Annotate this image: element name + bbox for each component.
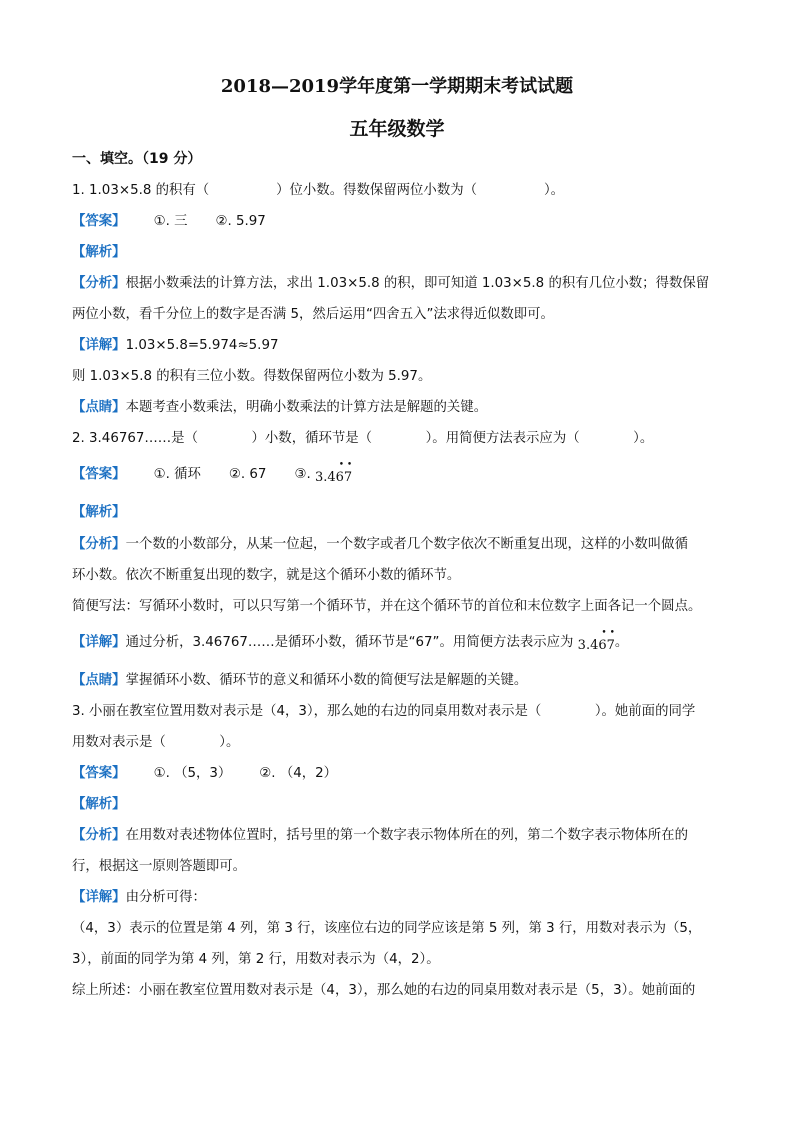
exam-title: 2018—2019学年度第一学期期末考试试题	[220, 76, 574, 97]
q1-analysis-label: 【解析】	[72, 245, 126, 260]
q1-answer-line	[72, 213, 732, 231]
q2-fenxi-line1	[72, 536, 732, 554]
repeat-value: 3.467	[314, 470, 353, 485]
q2-dianjing-text: 掌握循环小数、循环节的意义和循环小数的简便写法是解题的关键。	[125, 673, 528, 688]
q2-answer-3: ③.	[294, 467, 311, 482]
q3-answer-1: ①. （5，3）	[153, 766, 232, 781]
q2-repeating-decimal	[314, 460, 353, 487]
q2-fenxi-text1: 一个数的小数部分，从某一位起，一个数字或者几个数字依次不断重复出现，这样的小数叫做循	[125, 537, 688, 552]
detail-label: 【详解】	[72, 338, 126, 353]
q2-detail-text: 通过分析，3.46767……是循环小数，循环节是“67”。用简便方法表示应为	[125, 635, 574, 650]
q2-answer-1: ①. 循环	[153, 467, 201, 482]
q1-dianjing-text: 本题考查小数乘法，明确小数乘法的计算方法是解题的关键。	[125, 400, 488, 415]
q3-body-line1: （4，3）表示的位置是第 4 列，第 3 行，该座位右边的同学应该是第 5 列，第 3 行，用数对表示为（5，	[72, 921, 702, 936]
q2-detail-repeating-decimal	[577, 628, 615, 655]
q2-fenxi-text2: 环小数。依次不断重复出现的数字，就是这个循环小数的循环节。	[72, 568, 461, 583]
detail-label: 【详解】	[72, 635, 126, 650]
q2-analysis-label: 【解析】	[72, 505, 126, 520]
exam-subtitle: 五年级数学	[349, 118, 445, 140]
answer-label: 【答案】	[72, 214, 126, 229]
q3-fenxi-line1	[72, 827, 732, 845]
q3-body-line3: 综上所述：小丽在教室位置用数对表示是（4，3），那么她的右边的同桌用数对表示是（5，3）。她前面的	[72, 983, 696, 998]
q2-detail-line	[72, 628, 732, 655]
q1-answer-1: ①. 三	[153, 214, 188, 229]
q1-fenxi-text2: 两位小数，看千分位上的数字是否满 5，然后运用“四舍五入”法求得近似数即可。	[72, 307, 554, 322]
q1-question: 1. 1.03×5.8 的积有（ ）位小数。得数保留两位小数为（ ）。	[72, 183, 565, 198]
answer-label: 【答案】	[72, 467, 126, 482]
q2-answer-2: ②. 67	[228, 467, 267, 482]
q2-detail-end: 。	[614, 635, 629, 650]
q3-detail-text: 由分析可得：	[125, 890, 206, 905]
q3-fenxi-text2: 行，根据这一原则答题即可。	[72, 859, 247, 874]
q1-answer-2: ②. 5.97	[215, 214, 266, 229]
q3-fenxi-text1: 在用数对表述物体位置时，括号里的第一个数字表示物体所在的列，第二个数字表示物体所在的	[125, 828, 688, 843]
q3-analysis-label: 【解析】	[72, 797, 126, 812]
q3-question-line2: 用数对表示是（ ）。	[72, 735, 240, 750]
q1-dianjing-line	[72, 399, 732, 417]
q3-answer-2: ②. （4，2）	[259, 766, 338, 781]
dianjing-label: 【点睛】	[72, 400, 126, 415]
dianjing-label: 【点睛】	[72, 673, 126, 688]
repeat-dots: • •	[601, 628, 615, 638]
q2-answer-line	[72, 460, 732, 487]
q2-question: 2. 3.46767……是（ ）小数，循环节是（ ）。用简便方法表示应为（ ）。	[72, 431, 654, 446]
q1-detail-line1	[72, 337, 732, 355]
repeat-dots: • •	[338, 460, 353, 470]
q1-detail-text1: 1.03×5.8=5.974≈5.97	[125, 338, 279, 353]
detail-label: 【详解】	[72, 890, 126, 905]
q3-question-line1: 3. 小丽在教室位置用数对表示是（4，3），那么她的右边的同桌用数对表示是（ ）。她前面的同学	[72, 704, 696, 719]
q1-detail-text2: 则 1.03×5.8 的积有三位小数。得数保留两位小数为 5.97。	[72, 369, 432, 384]
fenxi-label: 【分析】	[72, 537, 126, 552]
repeat-value: 3.467	[577, 638, 615, 653]
q3-detail-line	[72, 889, 732, 907]
q2-simple-text: 简便写法：写循环小数时，可以只写第一个循环节，并在这个循环节的首位和末位数字上面各记一个圆点。	[72, 599, 702, 614]
q3-body-line2: 3），前面的同学为第 4 列，第 2 行，用数对表示为（4，2）。	[72, 952, 440, 967]
answer-label: 【答案】	[72, 766, 126, 781]
q3-answer-line	[72, 765, 732, 783]
section-heading: 一、填空。（19 分）	[72, 151, 202, 167]
q2-dianjing-line	[72, 672, 732, 690]
q1-fenxi-text1: 根据小数乘法的计算方法，求出 1.03×5.8 的积，即可知道 1.03×5.8 的积有几位小数；得数保留	[125, 276, 710, 291]
fenxi-label: 【分析】	[72, 828, 126, 843]
q1-fenxi-line1	[72, 275, 732, 293]
fenxi-label: 【分析】	[72, 276, 126, 291]
